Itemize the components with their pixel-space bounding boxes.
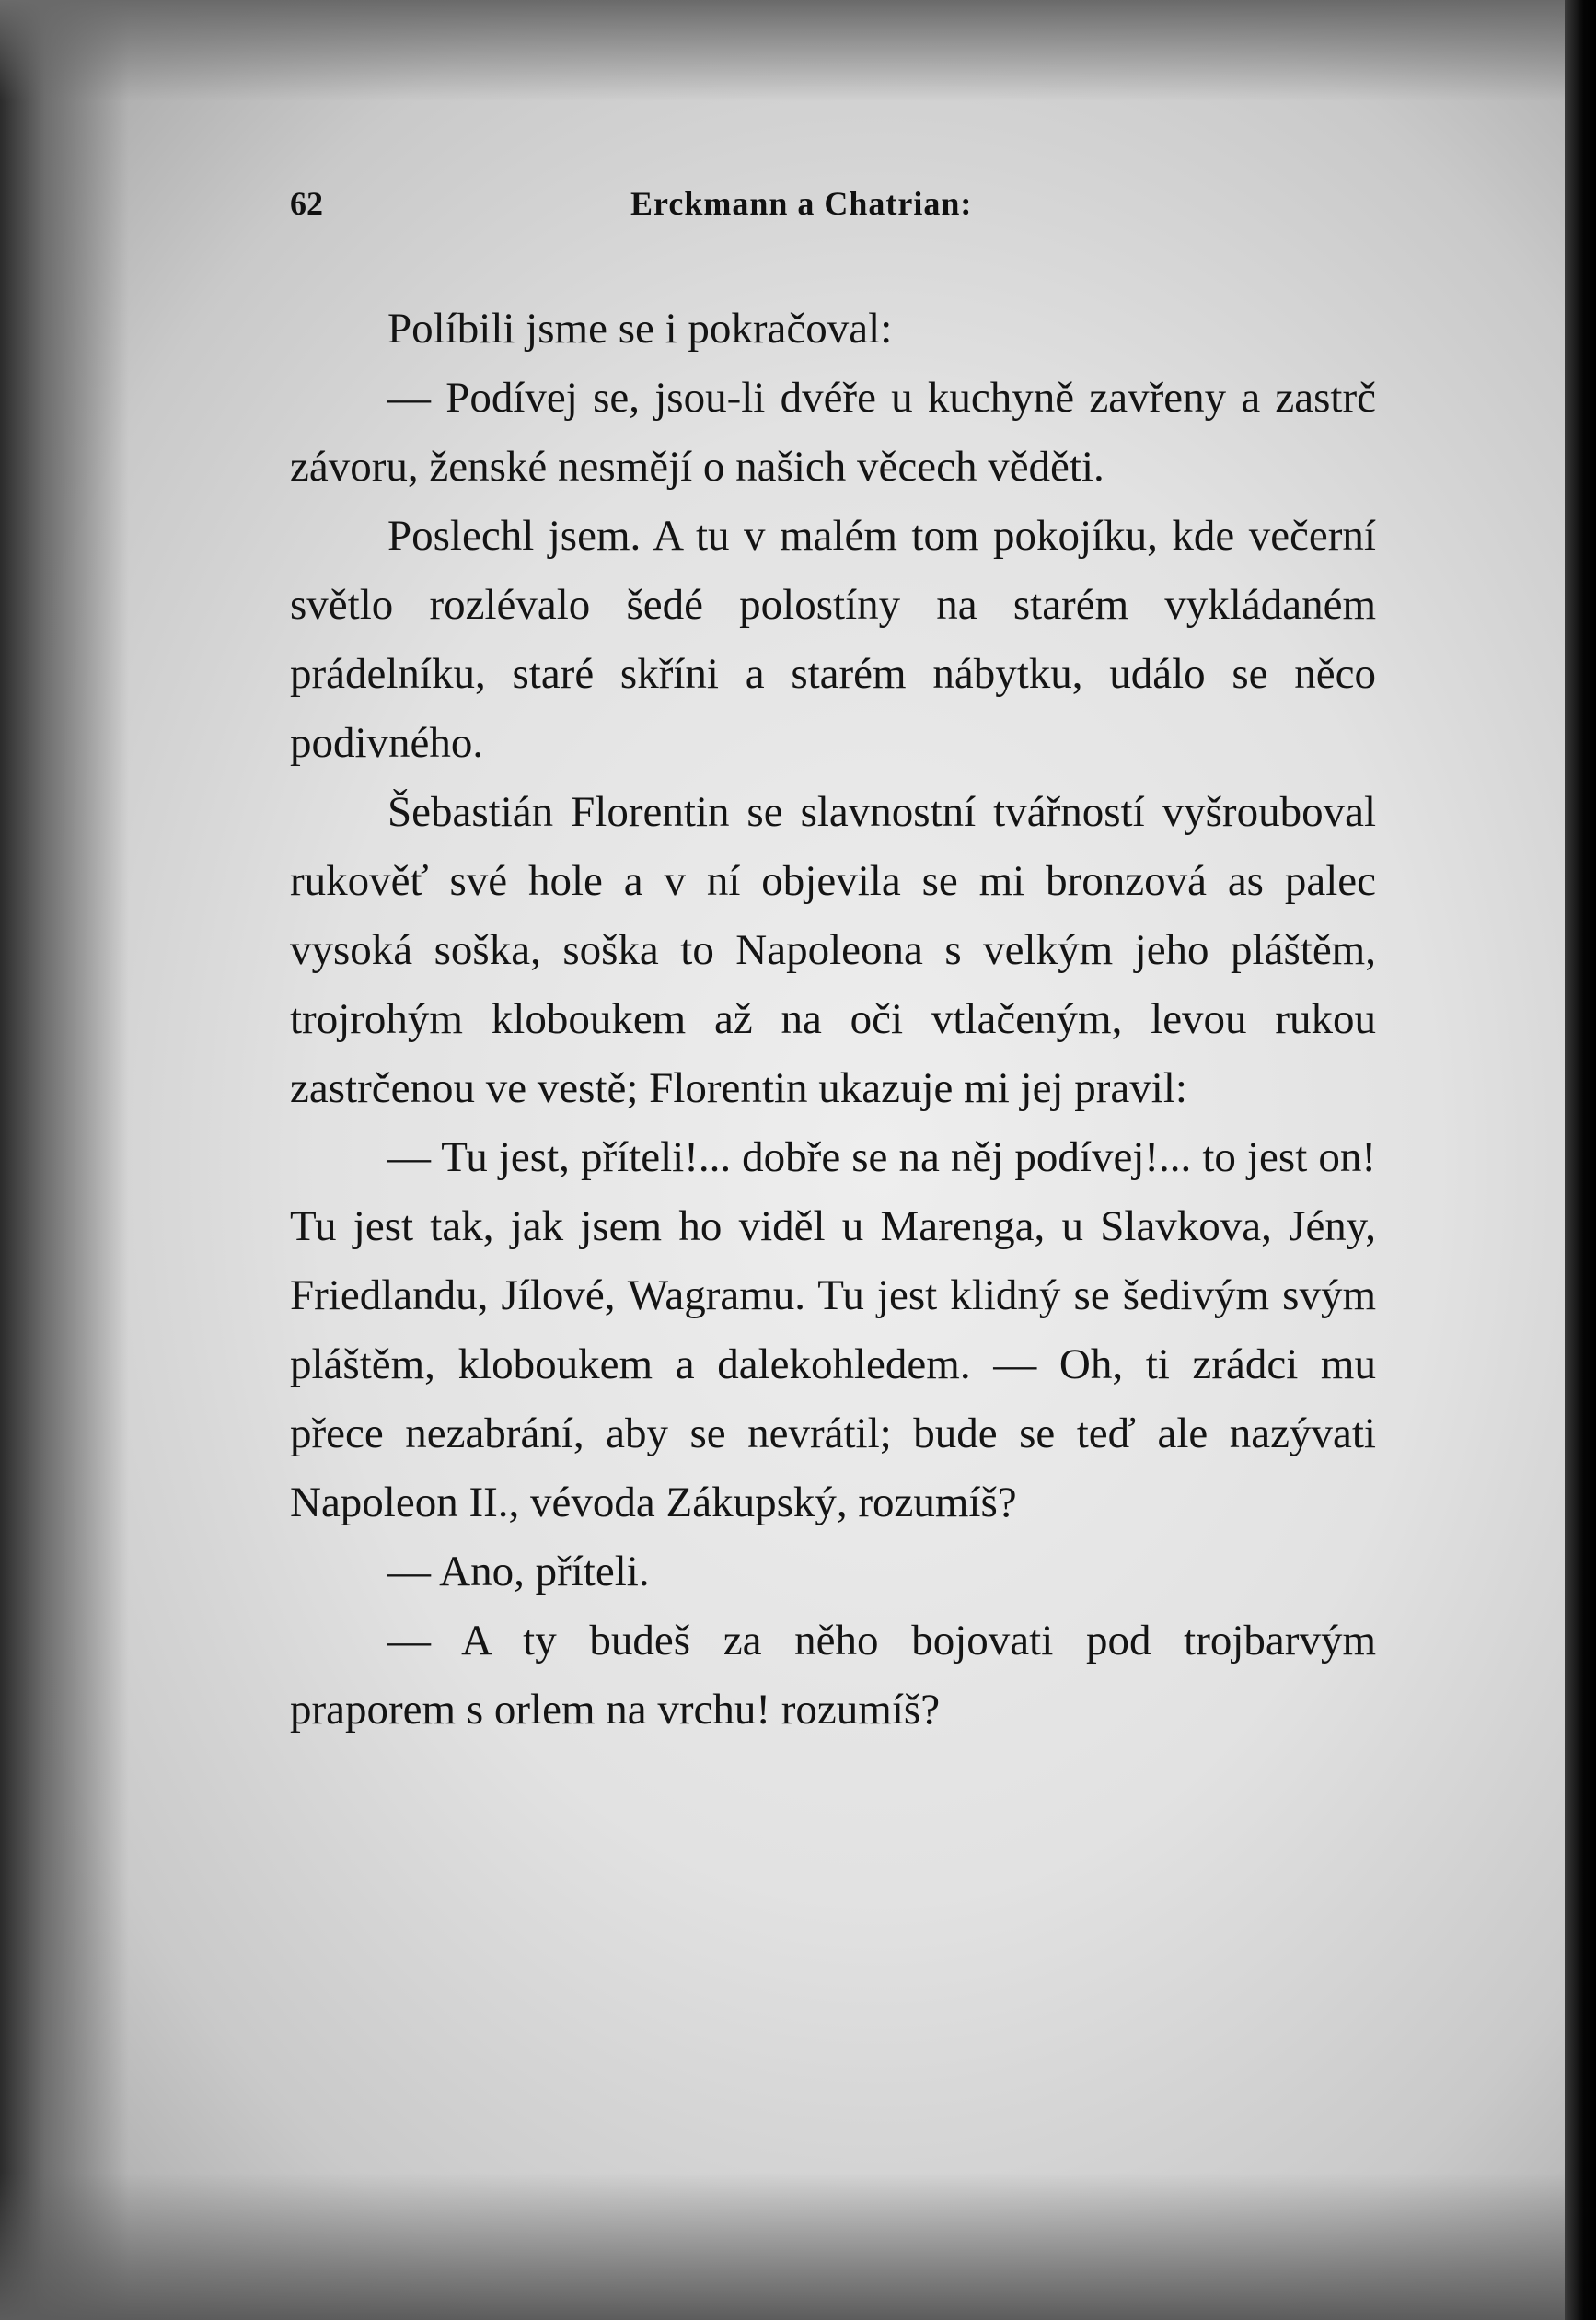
right-page-edge bbox=[1565, 0, 1596, 2320]
page-header bbox=[290, 184, 1376, 230]
running-title: Erckmann a Chatrian: bbox=[630, 185, 973, 222]
page-number: 62 bbox=[290, 185, 323, 222]
paragraph: Políbili jsme se i pokračoval: bbox=[387, 305, 893, 353]
paragraph: Poslechl jsem. A tu v malém tom pokojíku, kde večerní světlo rozlévalo šedé polostíny na starém vykládaném prádelníku, staré skříni a starém nábytku, událo se něco podivného. bbox=[290, 512, 1376, 767]
paragraph: — Tu jest, příteli!... dobře se na něj podívej!... to jest on! Tu jest tak, jak jsem ho viděl u Marenga, u Slavkova, Jény, Friedlandu, Jílové, Wagramu. Tu jest klidný se šedivým svým pláštěm, kloboukem a dalekohledem. — Oh, ti zrádci mu přece nezabrání, aby se nevrátil; bude se teď ale nazývati Napoleon II., vévoda Zákupský, rozumíš? bbox=[290, 1133, 1376, 1526]
bottom-shadow bbox=[0, 2173, 1596, 2320]
paragraph: — Podívej se, jsou-li dvéře u kuchyně zavřeny a zastrč závoru, ženské nesmějí o našich věcech věděti. bbox=[290, 374, 1376, 491]
paragraph: — A ty budeš za něho bojovati pod trojbarvým praporem s orlem na vrchu! rozumíš? bbox=[290, 1617, 1376, 1734]
top-shadow bbox=[0, 0, 1596, 101]
paragraph: — Ano, příteli. bbox=[387, 1548, 650, 1595]
body-text bbox=[290, 295, 1376, 1745]
paragraph: Šebastián Florentin se slavnostní tvářností vyšrouboval rukověť své hole a v ní objevila se mi bronzová as palec vysoká soška, soška to Napoleona s velkým jeho pláštěm, trojrohým kloboukem až na oči vtlačeným, levou rukou zastrčenou ve vestě; Florentin ukazuje mi jej pravil: bbox=[290, 788, 1376, 1112]
left-shadow bbox=[0, 0, 129, 2320]
